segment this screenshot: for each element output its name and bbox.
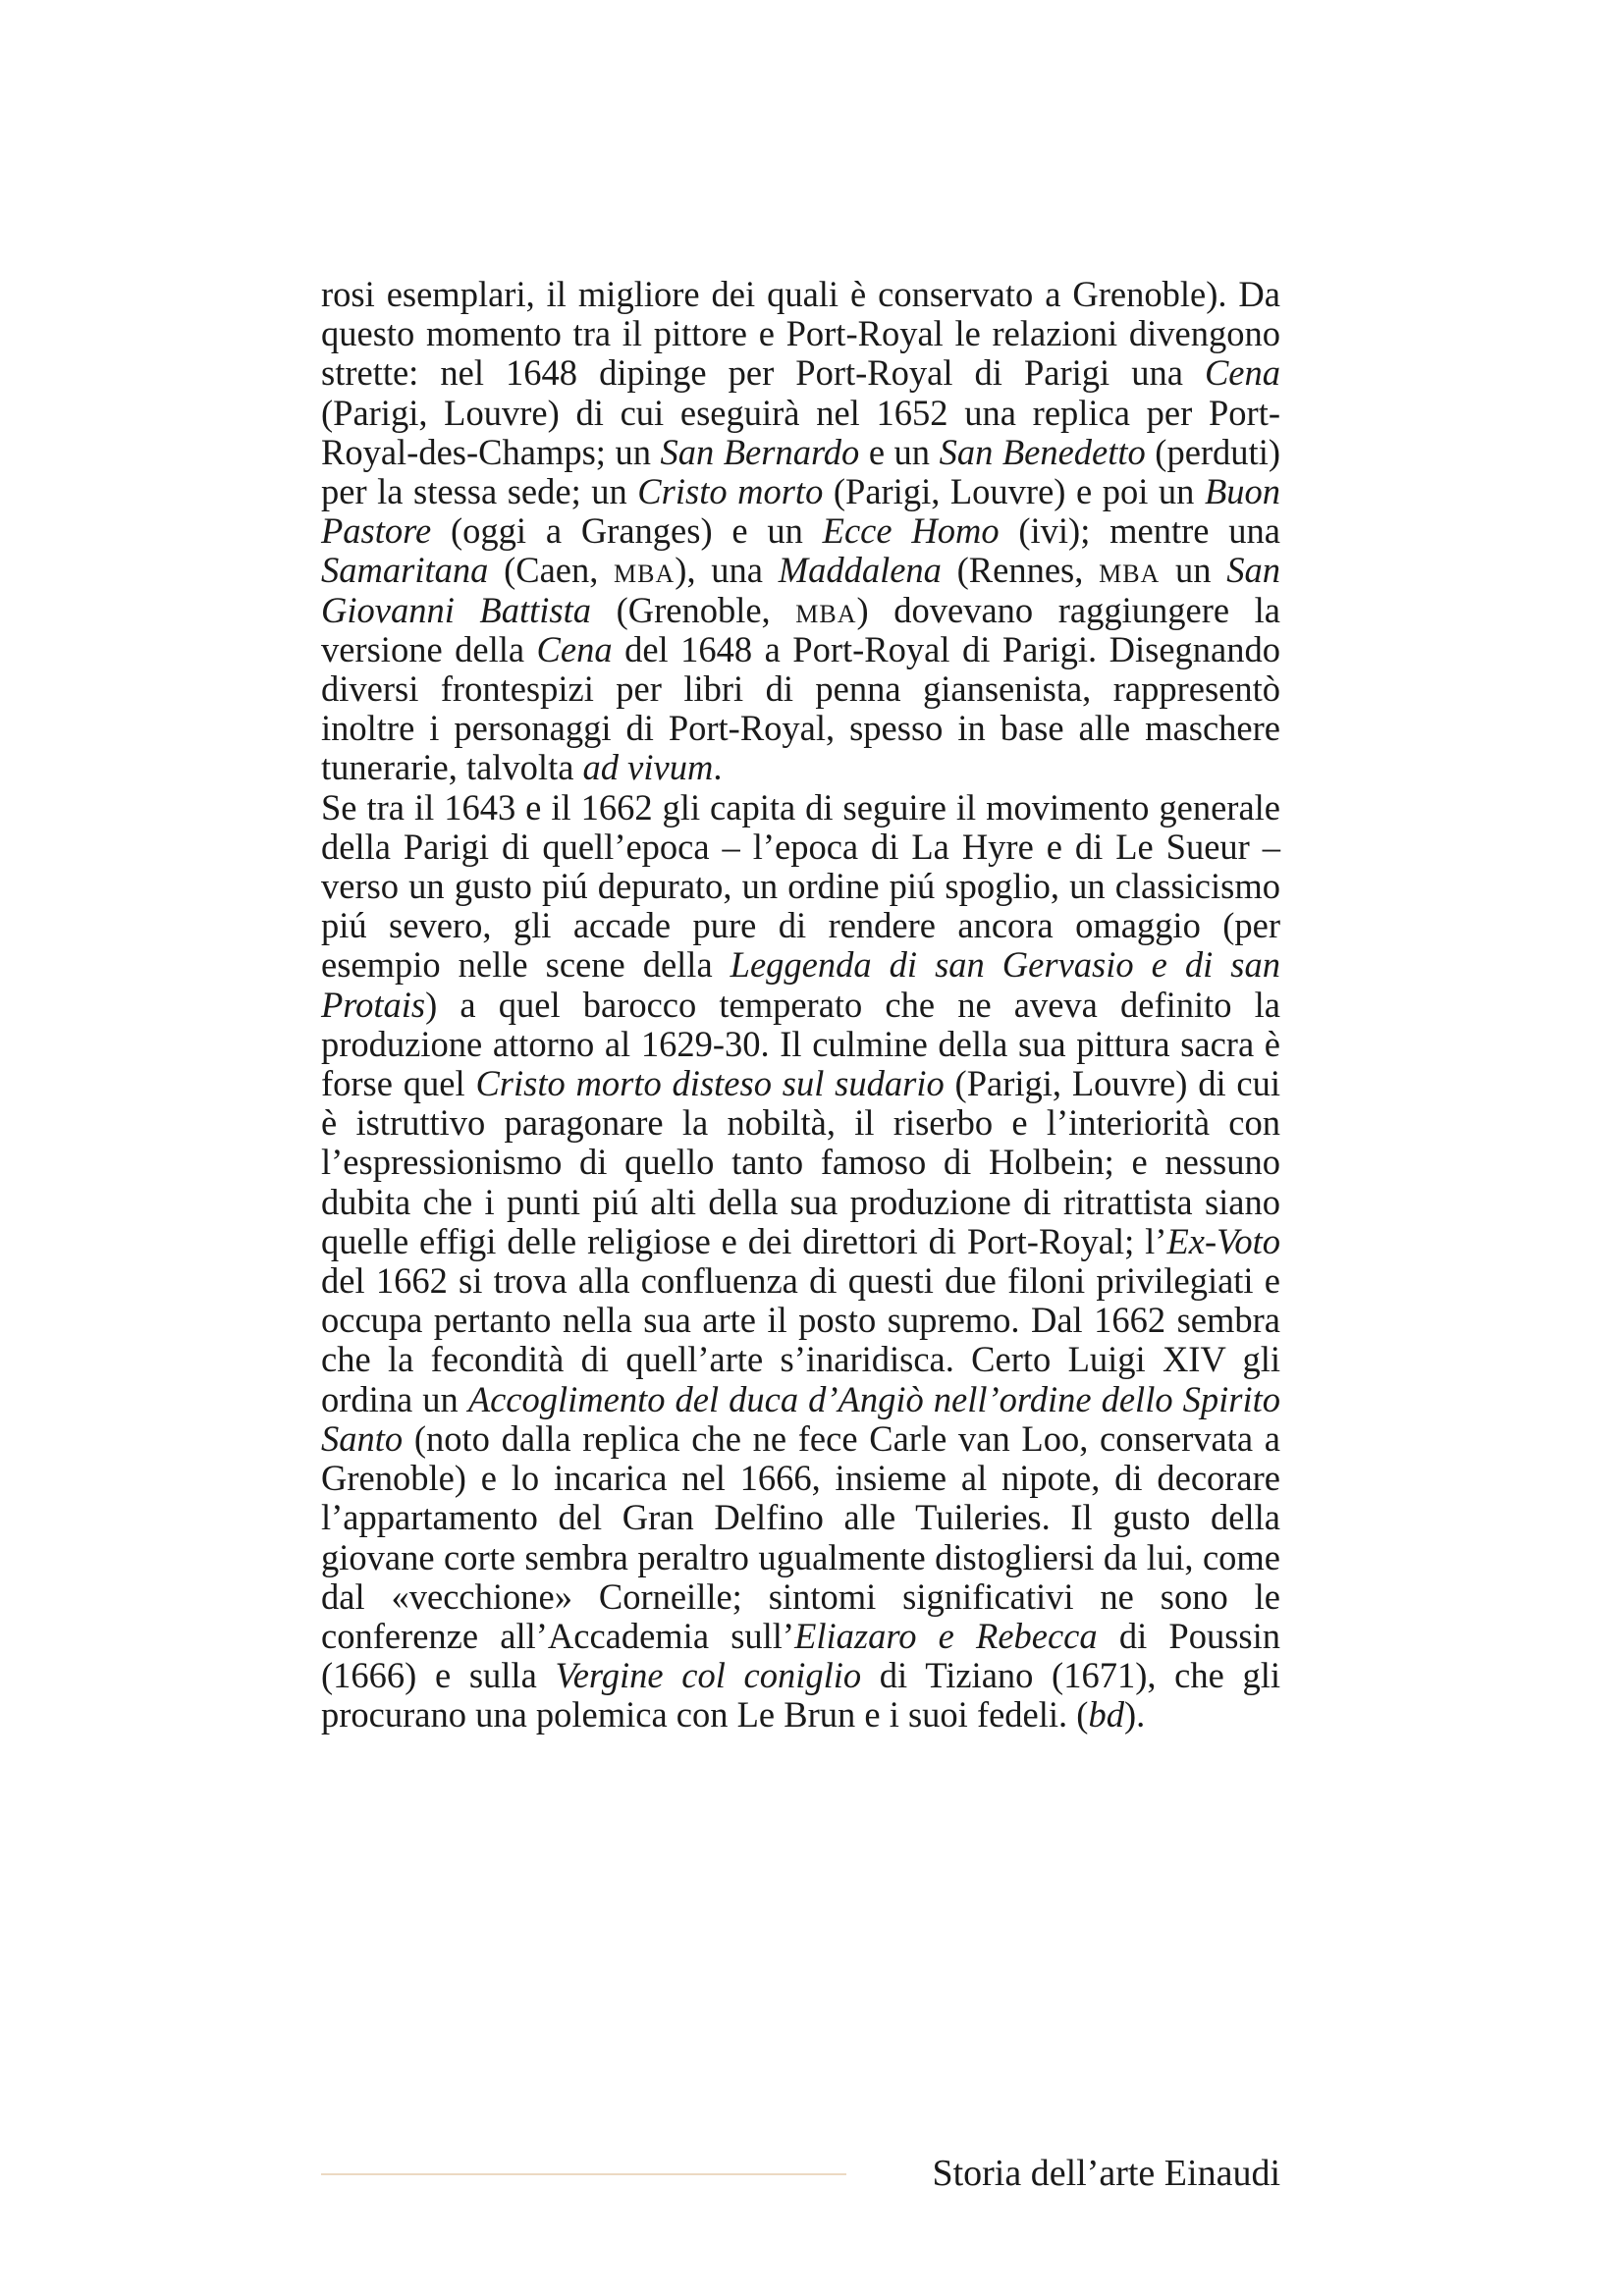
italic-title: Eliazaro e Rebecca [794,1615,1098,1656]
text-run: (perduti) per la stessa sede; un [321,431,1280,512]
italic-title: Leggenda di san Gervasio e di san Protais [321,944,1280,1025]
text-run: ), una [675,550,779,591]
italic-title: Vergine col coniglio [555,1655,862,1696]
text-run: (Parigi, Louvre) di cui eseguirà nel 1652 una replica per Port-Royal-des-Champs; un [321,392,1280,472]
text-run: Se tra il 1643 e il 1662 gli capita di seguire il movimento generale della Parigi di quell’epoca – l’epoca di La Hyre e di Le Sueur – verso un gusto piú depurato, un ordine piú spoglio, un classicismo piú severo, gli accade pure di rendere ancora omaggio (per esempio nelle scene della [321,786,1280,986]
text-run: (ivi); mentre una [999,510,1280,552]
text-run: (noto dalla replica che ne fece Carle van Loo, conservata a Grenoble) e lo incarica nel 1666, insieme al nipote, di decorare l’appartamento del Gran Delfino alle Tuileries. Il gusto della giovane corte sembra peraltro ugualmente distogliersi da lui, come dal «vecchione» Corneille; sintomi significativi ne sono le conferenze all’Accademia sull’ [321,1417,1280,1656]
museum-abbreviation: mba [1099,550,1161,591]
text-run: ) dovevano raggiungere la versione della [321,589,1281,669]
text-run: (Rennes, [941,550,1100,591]
text-run: del 1662 si trova alla confluenza di questi due filoni privilegiati e occupa pertanto nella sua arte il posto supremo. Dal 1662 sembra che la fecondità di quell’arte s’inaridisca. Certo Luigi XIV gli ordina un [321,1260,1280,1419]
text-run: . [713,747,723,788]
paragraph-2 [321,788,1280,1735]
text-run: ) a quel barocco temperato che ne aveva definito la produzione attorno al 1629-30. Il culmine della sua pittura sacra è forse quel [321,984,1280,1104]
text-run: (Grenoble, [591,589,796,630]
italic-title: Cena [536,628,613,669]
museum-abbreviation: mba [614,550,676,591]
body-text [321,275,1280,1735]
italic-title: bd [1088,1694,1124,1735]
italic-title: Cristo morto [637,471,824,512]
text-run: di Poussin (1666) e sulla [321,1615,1280,1696]
text-run: rosi esemplari, il migliore dei quali è conservato a Grenoble). Da questo momento tra il pittore e Port-Royal le relazioni divengono strette: nel 1648 dipinge per Port-Royal di Parigi una [321,274,1280,394]
italic-title: San Benedetto [939,431,1146,472]
italic-title: Buon Pastore [321,471,1280,552]
italic-title: Ecce Homo [822,510,1000,552]
text-run: e un [859,431,940,472]
italic-title: Accoglimento del duca d’Angiò nell’ordine dello Spirito Santo [321,1378,1280,1459]
museum-abbreviation: mba [795,589,857,630]
text-run: di Tiziano (1671), che gli procurano una polemica con Le Brun e i suoi fedeli. ( [321,1655,1281,1735]
italic-title: Samaritana [321,550,489,591]
text-run: (Parigi, Louvre) di cui è istruttivo paragonare la nobiltà, il riserbo e l’interiorità con l’espressionismo di quello tanto famoso di Holbein; e nessuno dubita che i punti piú alti della sua produzione di ritrattista siano quelle effigi delle religiose e dei direttori di Port-Royal; l’ [321,1063,1280,1261]
italic-title: Ex-Voto [1166,1220,1280,1261]
italic-title: Maddalena [778,550,942,591]
paragraph-1 [321,275,1280,788]
italic-title: San Bernardo [660,431,860,472]
italic-title: Cena [1204,352,1280,394]
text-run: (Caen, [488,550,615,591]
text-run: (oggi a Granges) e un [431,510,823,552]
text-run: del 1648 a Port-Royal di Parigi. Disegnando diversi frontespizi per libri di penna giansenista, rappresentò inoltre i personaggi di Port-Royal, spesso in base alle maschere tunerarie, talvolta [321,628,1280,788]
italic-title: ad vivum [582,747,714,788]
text-run: (Parigi, Louvre) e poi un [823,471,1205,512]
text-run: ). [1123,1694,1146,1735]
footer-rule [321,2173,846,2175]
text-run: un [1160,550,1227,591]
footer-title: Storia dell’arte Einaudi [932,2153,1280,2194]
italic-title: San Giovanni Battista [321,550,1280,630]
italic-title: Cristo morto disteso sul sudario [475,1063,945,1104]
